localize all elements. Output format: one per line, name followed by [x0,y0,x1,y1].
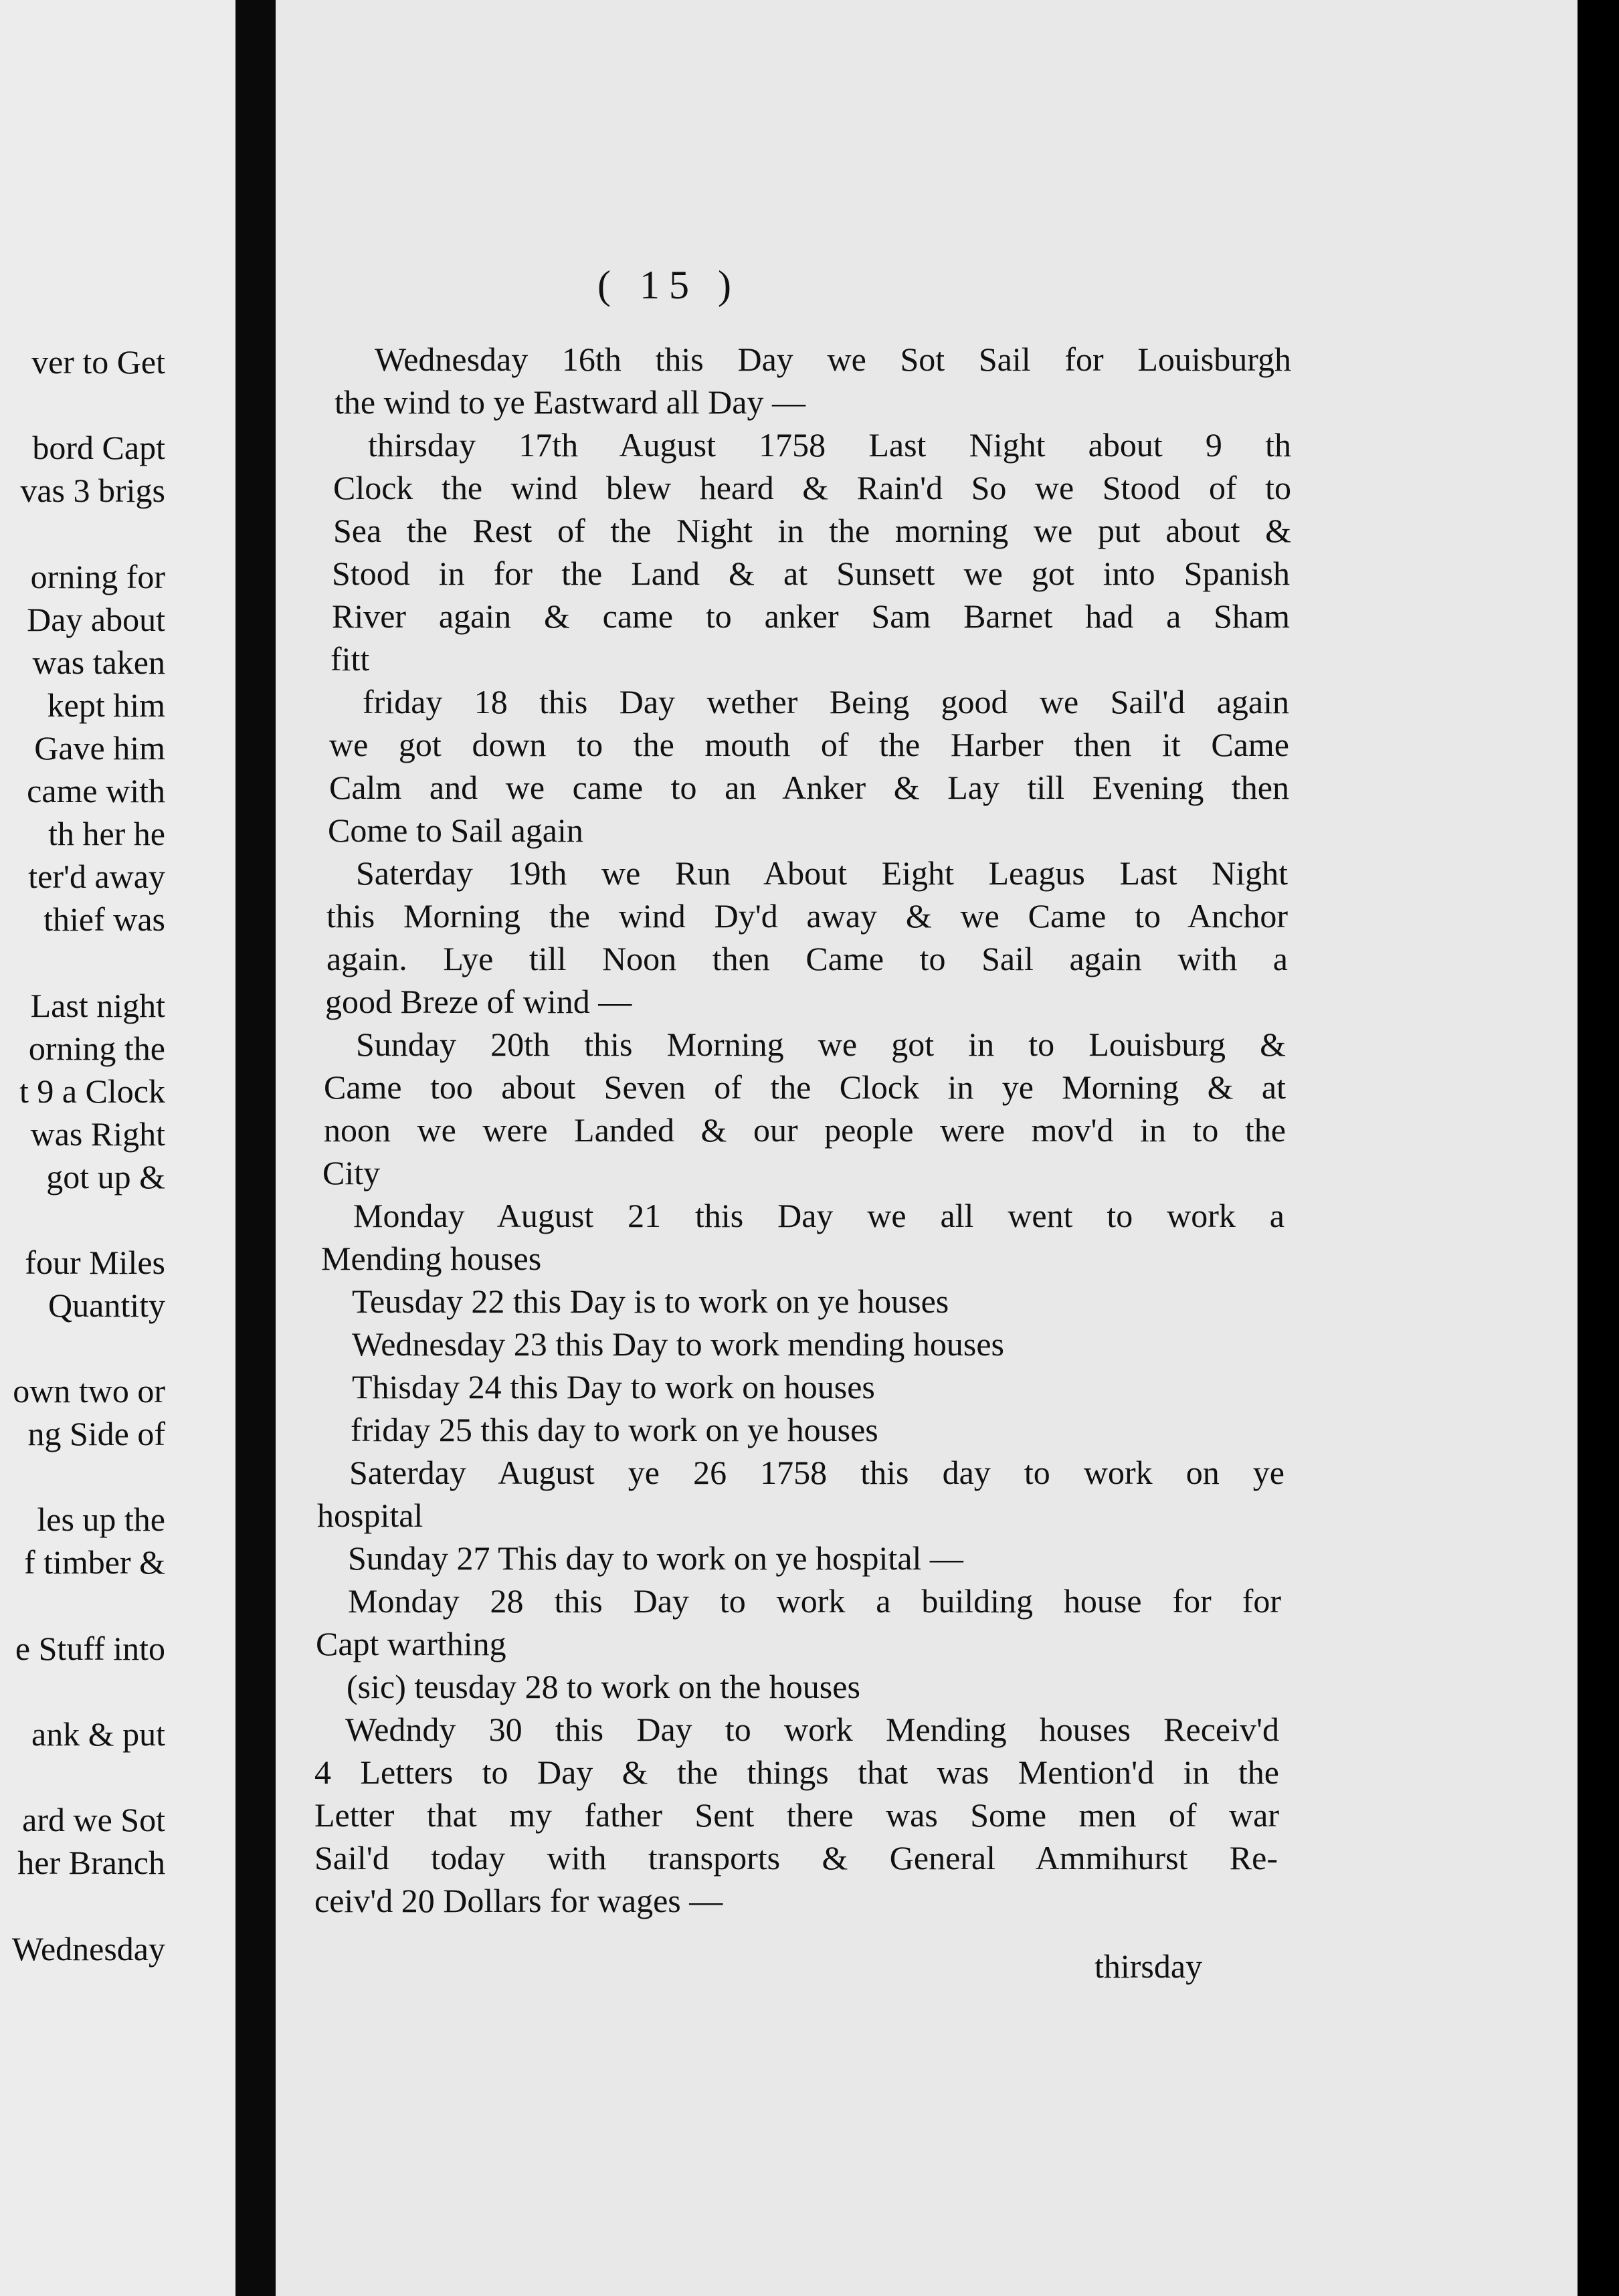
left-fragment: own two or [13,1372,165,1410]
page-edge-shadow [1578,0,1619,2296]
text-line: Monday August 21 this Day we all went to work a [353,1197,1284,1234]
left-fragment: f timber & [23,1543,165,1581]
left-fragment: was taken [32,644,165,681]
text-line: Come to Sail again [328,811,583,849]
text-line: Saterday 19th we Run About Eight Leagus Last Night [356,854,1288,892]
left-fragment: vas 3 brigs [20,472,165,509]
left-fragment: her Branch [17,1844,165,1881]
left-fragment: orning the [28,1030,165,1067]
text-line: Stood in for the Land & at Sunsett we got into Spanish [332,555,1290,592]
text-line: (sic) teusday 28 to work on the houses [347,1668,860,1705]
left-fragment: Quantity [48,1286,165,1324]
text-line: Came too about Seven of the Clock in ye Morning & at [324,1068,1286,1106]
left-fragment: thief was [43,900,165,938]
text-line: Sail'd today with transports & General Ammihurst Re- [314,1839,1278,1877]
text-line: Wedndy 30 this Day to work Mending houses Receiv'd [345,1711,1279,1748]
left-page [0,0,235,2296]
left-fragment: Day about [27,601,165,638]
text-line: Capt warthing [316,1625,506,1662]
left-fragment: orning for [30,558,165,595]
text-line: City [322,1154,381,1191]
left-fragment: Gave him [34,729,165,767]
left-fragment: was Right [30,1115,165,1153]
text-line: Sunday 27 This day to work on ye hospital — [348,1539,963,1577]
text-line: Letter that my father Sent there was Some men of war [314,1796,1279,1834]
left-fragment: ver to Get [31,343,165,381]
text-line: Mending houses [321,1240,542,1277]
left-fragment: les up the [37,1501,165,1538]
text-line: Thisday 24 this Day to work on houses [352,1368,875,1406]
left-fragment: bord Capt [32,429,165,466]
text-line: the wind to ye Eastward all Day — [335,383,805,421]
left-fragment: ard we Sot [22,1801,165,1838]
text-line: friday 25 this day to work on ye houses [351,1411,878,1448]
text-line: fitt [330,640,370,678]
book-spine [235,0,276,2296]
text-line: Sunday 20th this Morning we got in to Louisburg & [356,1026,1286,1063]
page-number: ( 15 ) [597,263,741,307]
left-fragment: t 9 a Clock [19,1072,165,1110]
text-line: noon we were Landed & our people were mov'd in to the [324,1111,1286,1149]
text-line: Monday 28 this Day to work a building house for for [348,1582,1281,1620]
text-line: Teusday 22 this Day is to work on ye houses [352,1282,949,1320]
text-line: Wednesday 23 this Day to work mending houses [352,1325,1004,1363]
text-line: friday 18 this Day wether Being good we Sail'd again [363,683,1289,721]
text-line: 4 Letters to Day & the things that was Mention'd in the [314,1753,1279,1791]
text-line: Sea the Rest of the Night in the morning we put about & [333,512,1291,549]
diary-text [314,0,1291,2074]
text-line: good Breze of wind — [325,983,632,1020]
left-fragment: four Miles [25,1244,165,1281]
left-fragment: kept him [47,686,165,724]
left-fragment: Wednesday [11,1930,165,1968]
left-fragment: came with [27,772,165,809]
left-fragment: ank & put [31,1715,165,1753]
text-line: hospital [317,1497,423,1534]
text-line: this Morning the wind Dy'd away & we Came to Anchor [326,897,1288,935]
left-fragment: got up & [46,1158,165,1195]
left-fragment: th her he [48,815,165,852]
text-line: we got down to the mouth of the Harber then it Came [329,726,1289,763]
text-line: ceiv'd 20 Dollars for wages — [314,1882,723,1919]
text-line: Calm and we came to an Anker & Lay till Evening then [329,769,1289,806]
left-fragment: ter'd away [28,858,165,895]
left-fragment: Last night [30,987,165,1024]
text-line: thirsday 17th August 1758 Last Night about 9 th [368,426,1291,464]
text-line: Saterday August ye 26 1758 this day to work on ye [349,1454,1284,1491]
catchword: thirsday [1094,1947,1203,1985]
text-line: River again & came to anker Sam Barnet had a Sham [332,597,1290,635]
left-fragment: e Stuff into [15,1630,165,1667]
text-line: again. Lye till Noon then Came to Sail again with a [326,940,1288,977]
left-fragment: ng Side of [27,1415,165,1452]
text-line: Wednesday 16th this Day we Sot Sail for Louisburgh [375,341,1291,378]
text-line: Clock the wind blew heard & Rain'd So we Stood of to [333,469,1291,506]
